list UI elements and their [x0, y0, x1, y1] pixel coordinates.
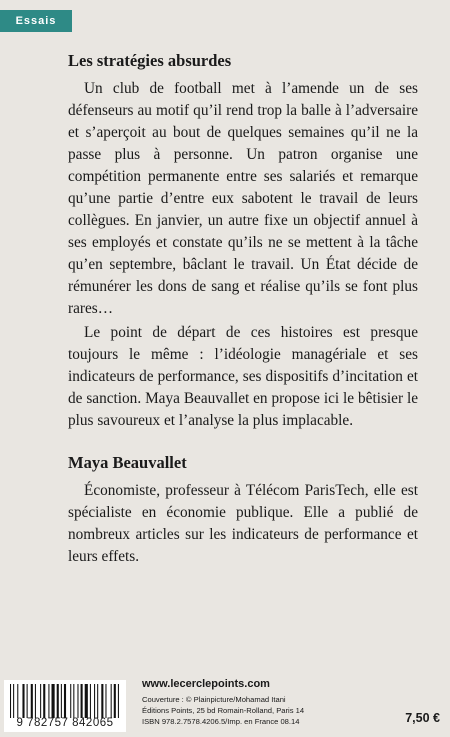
back-cover-text [68, 50, 418, 568]
barcode-bar [35, 684, 36, 718]
barcode-bar [94, 684, 95, 718]
barcode-bar [73, 684, 74, 718]
barcode-bar [105, 684, 106, 718]
barcode [4, 680, 126, 732]
barcode-bar [10, 684, 11, 718]
summary-paragraph-1: Un club de football met à l’amende un de ses défenseurs au motif qu’il rend trop la balle à l’adversaire et s’aperçoit au bout de quelques semaines qu’il ne la passe plus à personne. Un patron organise une compétition permanente entre ses salariés et remarque qu’une partie d’entre eux sabotent le travail de leurs collègues. En janvier, un autre fixe un objectif annuel à ses employés et constate qu’ils ne se mettent à la tâche qu’en septembre, bâclant le travail. Un État décide de rémunérer les dons de sang et réalise qu’ils se font plus rares… [68, 80, 418, 317]
barcode-bar [48, 684, 49, 718]
barcode-bar [61, 684, 62, 718]
author-bio: Économiste, professeur à Télécom ParisTech, elle est spécialiste en économie publique. Elle a publié de nombreux articles sur les indicateurs de performance et leurs effets. [68, 482, 418, 565]
barcode-bar [81, 684, 83, 718]
barcode-bar [97, 684, 98, 718]
barcode-bar [101, 684, 103, 718]
book-title: Les stratégies absurdes [68, 51, 232, 70]
barcode-bar [70, 684, 71, 718]
barcode-bar [57, 684, 59, 718]
barcode-bar [40, 684, 41, 718]
barcode-bar [90, 684, 91, 718]
publisher-info [142, 677, 392, 727]
barcode-bar [31, 684, 33, 718]
isbn-line: ISBN 978.2.7578.4206.5/Imp. en France 08.14 [142, 717, 300, 726]
barcode-bar [43, 684, 45, 718]
cover-credits: Couverture : © Plainpicture/Mohamad Itani [142, 695, 286, 704]
barcode-bar [118, 684, 119, 718]
author-name: Maya Beauvallet [68, 453, 187, 472]
footer [0, 675, 450, 737]
barcode-bar [111, 684, 112, 718]
barcode-bar [17, 684, 18, 718]
barcode-bar [77, 684, 78, 718]
barcode-bars [10, 684, 120, 718]
barcode-bar [13, 684, 14, 718]
summary-paragraph-2: Le point de départ de ces histoires est presque toujours le même : l’idéologie managériale et ses indicateurs de performance, ses dispositifs d’incitation et de sanction. Maya Beauvallet en propose ici le bêtisier le plus savoureux et l’analyse la plus implacable. [68, 324, 418, 429]
barcode-bar [27, 684, 28, 718]
essais-badge: Essais [0, 10, 72, 32]
barcode-bar [64, 684, 66, 718]
barcode-bar [114, 684, 116, 718]
price: 7,50 € [405, 711, 440, 725]
barcode-bar [22, 684, 24, 718]
barcode-number: 9 782757 842065 [16, 717, 114, 729]
publisher-address: Éditions Points, 25 bd Romain-Rolland, Paris 14 [142, 706, 305, 715]
website-url[interactable]: www.lecerclepoints.com [142, 678, 270, 690]
barcode-bar [85, 684, 88, 718]
barcode-bar [52, 684, 55, 718]
